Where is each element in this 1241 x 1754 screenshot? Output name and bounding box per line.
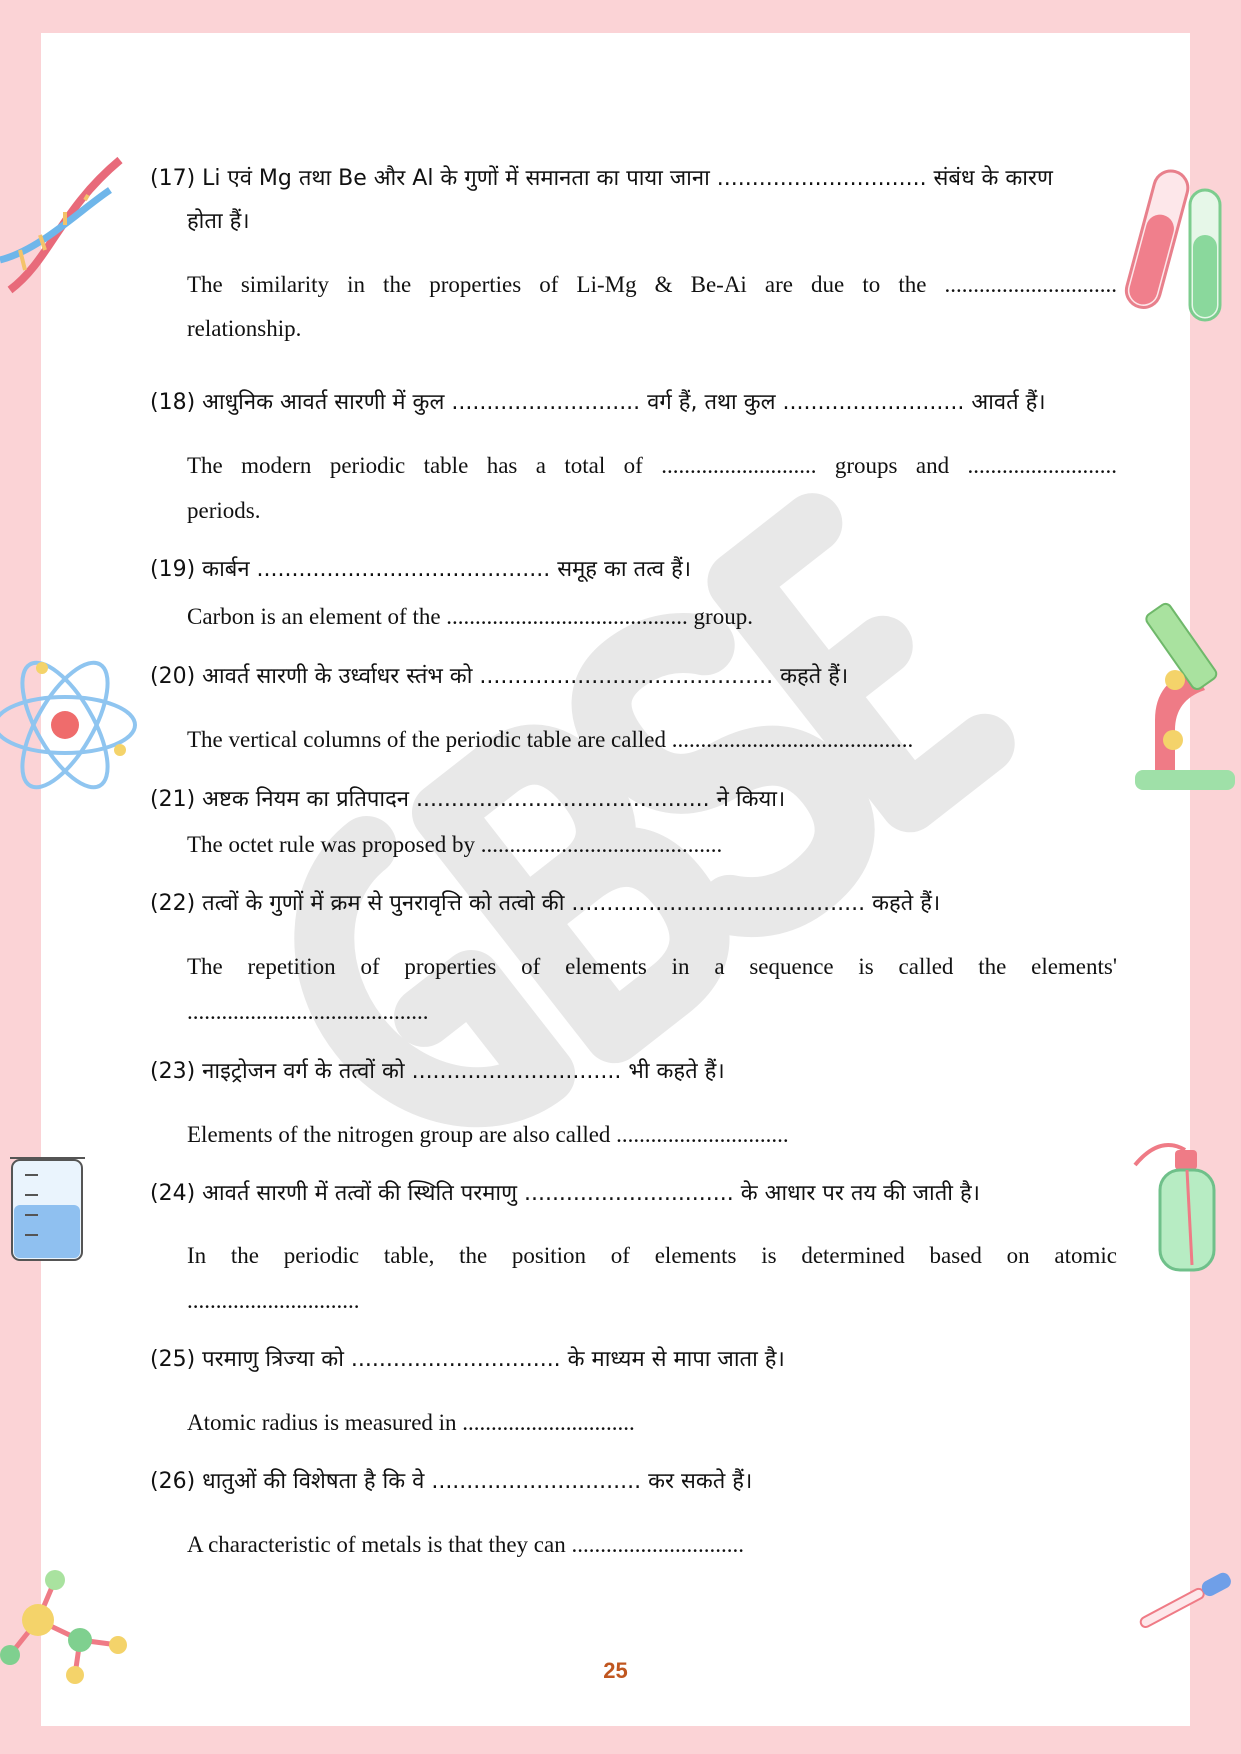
wash-bottle-icon — [1130, 1130, 1241, 1280]
q17-english-line1: The similarity in the properties of Li-Mg & Be-Ai are due to the .............................. — [187, 272, 1117, 297]
q17-hindi — [150, 164, 1053, 194]
molecule-icon — [0, 1560, 130, 1690]
q22-english-line2: .......................................... — [187, 999, 429, 1024]
q19-number: (19) — [150, 557, 196, 582]
q25-number: (25) — [150, 1347, 196, 1372]
q24-hindi-text: आवर्त सारणी में तत्वों की स्थिति परमाणु .............................. के आधार पर तय की जाती है। — [202, 1181, 980, 1206]
dropper-icon — [1130, 1560, 1241, 1640]
q24-hindi — [150, 1179, 980, 1209]
q22-number: (22) — [150, 891, 196, 916]
q22-english-line1: The repetition of properties of elements in a sequence is called the elements' — [187, 954, 1117, 979]
q18-hindi — [150, 388, 1046, 418]
q24-number: (24) — [150, 1181, 196, 1206]
q18-number: (18) — [150, 390, 196, 415]
dna-icon — [0, 150, 140, 300]
q19-hindi — [150, 555, 691, 585]
q17-number: (17) — [150, 166, 196, 191]
q22-hindi-text: तत्वों के गुणों में क्रम से पुनरावृत्ति को तत्वो की .......................................... कहते हैं। — [202, 891, 941, 916]
q20-english-line1: The vertical columns of the periodic table are called .......................................... — [187, 727, 914, 752]
q25-english-line1: Atomic radius is measured in .............................. — [187, 1410, 635, 1435]
q25-hindi-text: परमाणु त्रिज्या को .............................. के माध्यम से मापा जाता है। — [202, 1347, 785, 1372]
q22-hindi — [150, 889, 940, 919]
q21-hindi-text: अष्टक नियम का प्रतिपादन .......................................... ने किया। — [202, 787, 786, 812]
q24-english-line1: In the periodic table, the position of elements is determined based on atomic — [187, 1243, 1117, 1268]
beaker-icon — [0, 1150, 95, 1265]
q19-english-line1: Carbon is an element of the .......................................... group. — [187, 604, 753, 629]
q26-hindi — [150, 1467, 752, 1497]
q23-english-line1: Elements of the nitrogen group are also called .............................. — [187, 1122, 789, 1147]
q23-hindi — [150, 1057, 725, 1087]
atom-icon — [0, 650, 145, 800]
q24-english-line2: .............................. — [187, 1288, 360, 1313]
worksheet-page — [41, 33, 1190, 1726]
q17-hindi-line2: होता हैं। — [187, 209, 250, 234]
q26-number: (26) — [150, 1469, 196, 1494]
q20-number: (20) — [150, 664, 196, 689]
q26-english-line1: A characteristic of metals is that they can .............................. — [187, 1532, 744, 1557]
q20-hindi — [150, 662, 848, 692]
q23-hindi-text: नाइट्रोजन वर्ग के तत्वों को .............................. भी कहते हैं। — [202, 1059, 725, 1084]
q26-hindi-text: धातुओं की विशेषता है कि वे .............................. कर सकते हैं। — [202, 1469, 753, 1494]
q21-hindi — [150, 785, 785, 815]
test-tubes-icon — [1120, 160, 1241, 330]
q18-hindi-text: आधुनिक आवर्त सारणी में कुल ........................... वर्ग हैं, तथा कुल .......................... आवर्त हैं। — [202, 390, 1046, 415]
q20-hindi-text: आवर्त सारणी के उर्ध्वाधर स्तंभ को .......................................... कहते हैं। — [202, 664, 849, 689]
q21-english-line1: The octet rule was proposed by .......................................... — [187, 832, 723, 857]
q25-hindi — [150, 1345, 785, 1375]
q19-hindi-text: कार्बन .......................................... समूह का तत्व हैं। — [202, 557, 692, 582]
q17-english-line2: relationship. — [187, 316, 302, 341]
q18-english-line1: The modern periodic table has a total of ........................... groups and .......................... — [187, 453, 1117, 478]
microscope-icon — [1125, 600, 1241, 800]
q18-english-line2: periods. — [187, 498, 261, 523]
q21-number: (21) — [150, 787, 196, 812]
q17-hindi-text: Li एवं Mg तथा Be और Al के गुणों में समानता का पाया जाना .............................. संबंध के कारण — [202, 166, 1053, 191]
q23-number: (23) — [150, 1059, 196, 1084]
page-number: 25 — [603, 1658, 628, 1683]
